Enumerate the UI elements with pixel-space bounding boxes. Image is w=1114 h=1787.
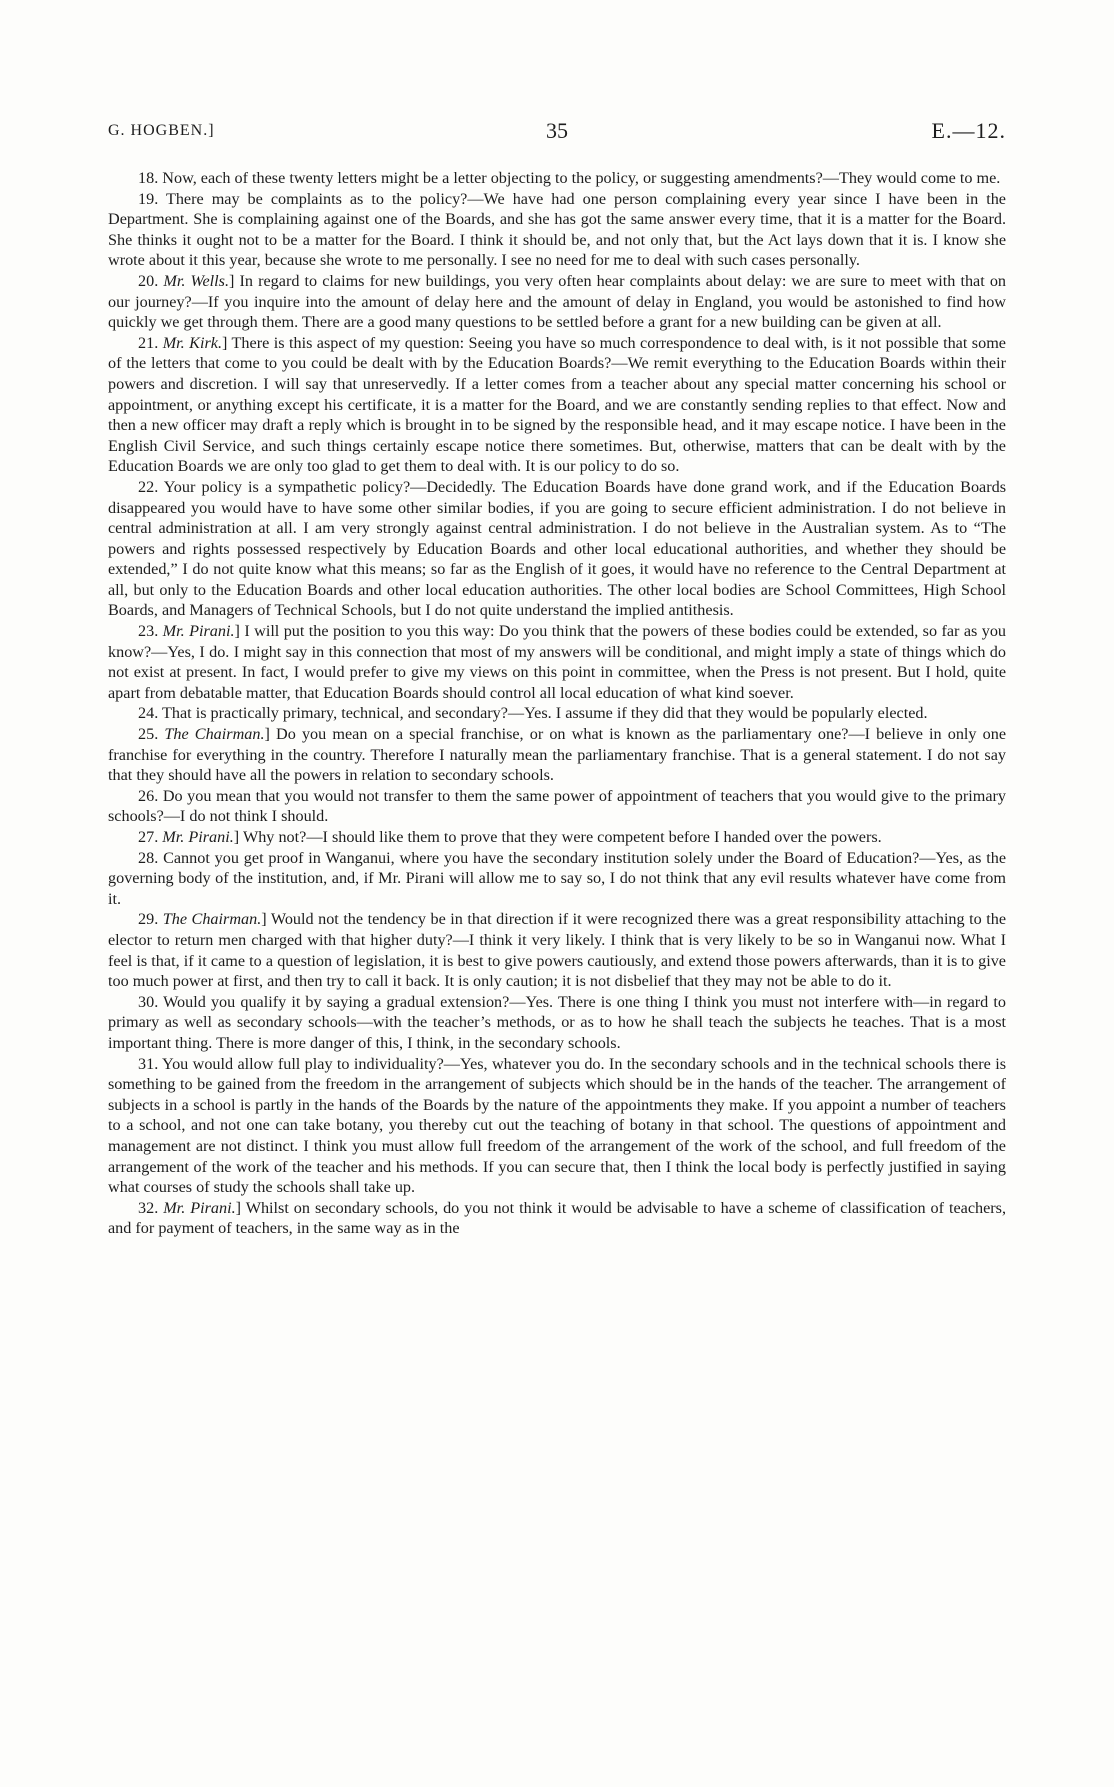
- paragraph-text: Cannot you get proof in Wanganui, where you have the secondary institution solely under the Board of Education?—Yes, as the governing body of the institution, and, if Mr. Pirani will allow me to say so, I do not think that any evil results whatever have come from it.: [108, 848, 1007, 908]
- speaker-name: The Chairman.: [162, 910, 262, 929]
- question-number: 26.: [138, 786, 159, 805]
- question-number: 23.: [138, 622, 159, 641]
- paragraph-text: You would allow full play to individuality?—Yes, whatever you do. In the secondary schools and in the technical schools there is something to be gained from the freedom in the arrangement of subjects which should be in the hands of the teacher. The arrangement of subjects in a school is partly in the hands of the Boards by the nature of the appointments they make. If you appoint a number of teachers to a school, and not one can take botany, you thereby cut out the teaching of botany in that school. The questions of appointment and management are not distinct. I think you must allow full freedom of the arrangement of the work of the school, and full freedom of the arrangement of the work of the teacher and his methods. If you can secure that, then I think the local body is perfectly justified in saying what courses of study the schools shall take up.: [108, 1054, 1006, 1197]
- speaker-name: Mr. Wells.: [163, 271, 230, 290]
- document-code: E.—12.: [931, 118, 1006, 143]
- question-number: 30.: [138, 992, 159, 1011]
- speaker-name: Mr. Pirani.: [162, 828, 234, 846]
- question-paragraph: [108, 1054, 1006, 1198]
- document-body: [108, 168, 1006, 1239]
- question-paragraph: 27. Mr. Pirani.] Why not?—I should like them to prove that they were competent before I handed over the powers.: [138, 828, 882, 846]
- question-paragraph: 21. Mr. Kirk.] There is this aspect of my question: Seeing you have so much correspondence to deal with, is it not possible that some of the letters that come to you could be dealt with by the Education Boards?—We remit everything to the Education Boards within their powers and discretion. I will say that unreservedly. If a letter comes from a teacher about any special matter concerning his school or appointment, or anything except his certificate, it is a matter for the Board, and we are constantly sending replies to that effect. Now and then a new officer may draft a reply which is brought in to be signed by the responsible head, and it may escape notice. I have been in the English Civil Service, and such things certainly escape notice there sometimes. But, otherwise, matters that can be dealt with by the Education Boards we are only too glad to get them to deal with. It is our policy to do so.: [108, 333, 1006, 476]
- question-number: 27.: [138, 828, 159, 846]
- header-witness-name: G. HOGBEN.]: [108, 122, 215, 139]
- speaker-name: The Chairman.: [164, 725, 265, 744]
- speaker-name: Mr. Kirk.: [162, 333, 222, 352]
- question-paragraph: 25. The Chairman.] Do you mean on a special franchise, or on what is known as the parliamentary one?—I believe in only one franchise for everything in the country. Therefore I naturally mean the parliamentary franchise. That is a general statement. I do not say that they should have all the powers in relation to secondary schools.: [108, 725, 1007, 785]
- paragraph-text: Whilst on secondary schools, do you not think it would be advisable to have a scheme of classification of teachers, and for payment of teachers, in the same way as in the: [108, 1198, 1007, 1238]
- question-number: 31.: [138, 1054, 159, 1073]
- question-paragraph: [108, 189, 1006, 271]
- question-paragraph: [108, 703, 1006, 724]
- paragraph-text: Now, each of these twenty letters might be a letter objecting to the policy, or suggesting amendments?—They would come to me.: [162, 169, 1001, 187]
- question-paragraph: [108, 168, 1006, 189]
- page-number: 35: [546, 118, 568, 143]
- question-paragraph: [108, 786, 1006, 827]
- question-paragraph: 32. Mr. Pirani.] Whilst on secondary schools, do you not think it would be advisable to have a scheme of classification of teachers, and for payment of teachers, in the same way as in the: [108, 1198, 1007, 1238]
- paragraph-text: Your policy is a sympathetic policy?—Decidedly. The Education Boards have done grand work, and if the Education Boards disappeared you would have to have some other similar bodies, if you are going to secure efficient administration. I do not believe in central administration at all. I am very strongly against central administration. I do not believe in the Australian system. As to “The powers and rights possessed respectively by Education Boards and other local educational authorities, and whether they should be extended,” I do not quite know what this means; so far as the English of it goes, it would have no reference to the Central Department at all, but only to the Education Boards and other local education authorities. The other local bodies are School Committees, High School Boards, and Managers of Technical Schools, but I do not quite understand the implied antithesis.: [108, 477, 1007, 620]
- question-number: 24.: [138, 704, 159, 723]
- question-number: 25.: [138, 725, 159, 744]
- question-number: 18.: [138, 169, 159, 187]
- question-number: 29.: [138, 910, 159, 929]
- paragraph-text: In regard to claims for new buildings, you very often hear complaints about delay: we are sure to meet with that on our journey?—If you inquire into the amount of delay here and the amount of delay in England, you would be astonished to find how quickly we get through them. There are a good many questions to be settled before a grant for a new building can be given at all.: [108, 271, 1007, 332]
- question-number: 21.: [138, 333, 159, 352]
- paragraph-text: There may be complaints as to the policy?—We have had one person complaining every year since I have been in the Department. She is complaining against one of the Boards, and she has got the same answer every time, that it is a matter for the Board. She thinks it ought not to be a matter for the Board. I think it should be, and not only that, but the Act lays down that it is. I know she wrote about it this year, because she wrote to me personally. I see no need for me to deal with such cases personally.: [108, 189, 1006, 270]
- paragraph-text: Would not the tendency be in that direction if it were recognized there was a great responsibility attaching to the elector to return men charged with that higher duty?—I think it very likely. I think that is very likely to be so in Wanganui now. What I feel is that, if it came to a question of legislation, it is best to give powers cautiously, and extend those powers afterwards, than it is to give too much power at first, and then try to call it back. It is only caution; it is not disbelief that they may not be able to do it.: [108, 910, 1006, 991]
- question-paragraph: 20. Mr. Wells.] In regard to claims for new buildings, you very often hear complaints about delay: we are sure to meet with that on our journey?—If you inquire into the amount of delay here and the amount of delay in England, you would be astonished to find how quickly we get through them. There are a good many questions to be settled before a grant for a new building can be given at all.: [108, 271, 1007, 332]
- paragraph-text: Why not?—I should like them to prove that they were competent before I handed over the powers.: [242, 828, 882, 846]
- paragraph-text: Do you mean that you would not transfer to them the same power of appointment of teachers that you would give to the primary schools?—I do not think I should.: [108, 786, 1007, 826]
- question-paragraph: 29. The Chairman.] Would not the tendency be in that direction if it were recognized there was a great responsibility attaching to the elector to return men charged with that higher duty?—I think it very likely. I think that is very likely to be so in Wanganui now. What I feel is that, if it came to a question of legislation, it is best to give powers cautiously, and extend those powers afterwards, than it is to give too much power at first, and then try to call it back. It is only caution; it is not disbelief that they may not be able to do it.: [108, 910, 1006, 991]
- paragraph-text: Do you mean on a special franchise, or on what is known as the parliamentary one?—I believe in only one franchise for everything in the country. Therefore I naturally mean the parliamentary franchise. That is a general statement. I do not say that they should have all the powers in relation to secondary schools.: [108, 725, 1007, 785]
- paragraph-text: Would you qualify it by saying a gradual extension?—Yes. There is one thing I think you must not interfere with—in regard to primary as well as secondary schools—with the teacher’s methods, or as to how he shall teach the subjects he teaches. That is a most important thing. There is more danger of this, I think, in the secondary schools.: [108, 992, 1006, 1052]
- paragraph-text: There is this aspect of my question: Seeing you have so much correspondence to deal with, is it not possible that some of the letters that come to you could be dealt with by the Education Boards?—We remit everything to the Education Boards within their powers and discretion. I will say that unreservedly. If a letter comes from a teacher about any special matter concerning his school or appointment, or anything except his certificate, it is a matter for the Board, and we are constantly sending replies to that effect. Now and then a new officer may draft a reply which is brought in to be signed by the responsible head, and it may escape notice. I have been in the English Civil Service, and such things certainly escape notice there sometimes. But, otherwise, matters that can be dealt with by the Education Boards we are only too glad to get them to deal with. It is our policy to do so.: [108, 333, 1006, 476]
- paragraph-text: I will put the position to you this way: Do you think that the powers of these bodies could be extended, so far as you know?—Yes, I do. I might say in this connection that most of my answers will be conditional, and might imply a state of things which do not exist at present. In fact, I would prefer to give my views on this point in committee, when the Press is not present. But I hold, quite apart from debatable matter, that Education Boards should control all local education of what kind soever.: [108, 622, 1007, 702]
- speaker-name: Mr. Pirani.: [162, 622, 235, 641]
- question-paragraph: [108, 848, 1006, 910]
- page-header: [108, 118, 1006, 148]
- question-paragraph: 23. Mr. Pirani.] I will put the position to you this way: Do you think that the powers of these bodies could be extended, so far as you know?—Yes, I do. I might say in this connection that most of my answers will be conditional, and might imply a state of things which do not exist at present. In fact, I would prefer to give my views on this point in committee, when the Press is not present. But I hold, quite apart from debatable matter, that Education Boards should control all local education of what kind soever.: [108, 622, 1007, 702]
- question-paragraph: [108, 992, 1006, 1054]
- paragraph-text: That is practically primary, technical, and secondary?—Yes. I assume if they did that they would be popularly elected.: [162, 704, 928, 723]
- question-paragraph: [108, 477, 1006, 621]
- question-number: 20.: [138, 271, 159, 290]
- question-number: 32.: [138, 1198, 159, 1217]
- question-number: 28.: [138, 848, 159, 867]
- question-number: 22.: [138, 477, 159, 496]
- speaker-name: Mr. Pirani.: [163, 1198, 236, 1217]
- question-number: 19.: [138, 189, 159, 208]
